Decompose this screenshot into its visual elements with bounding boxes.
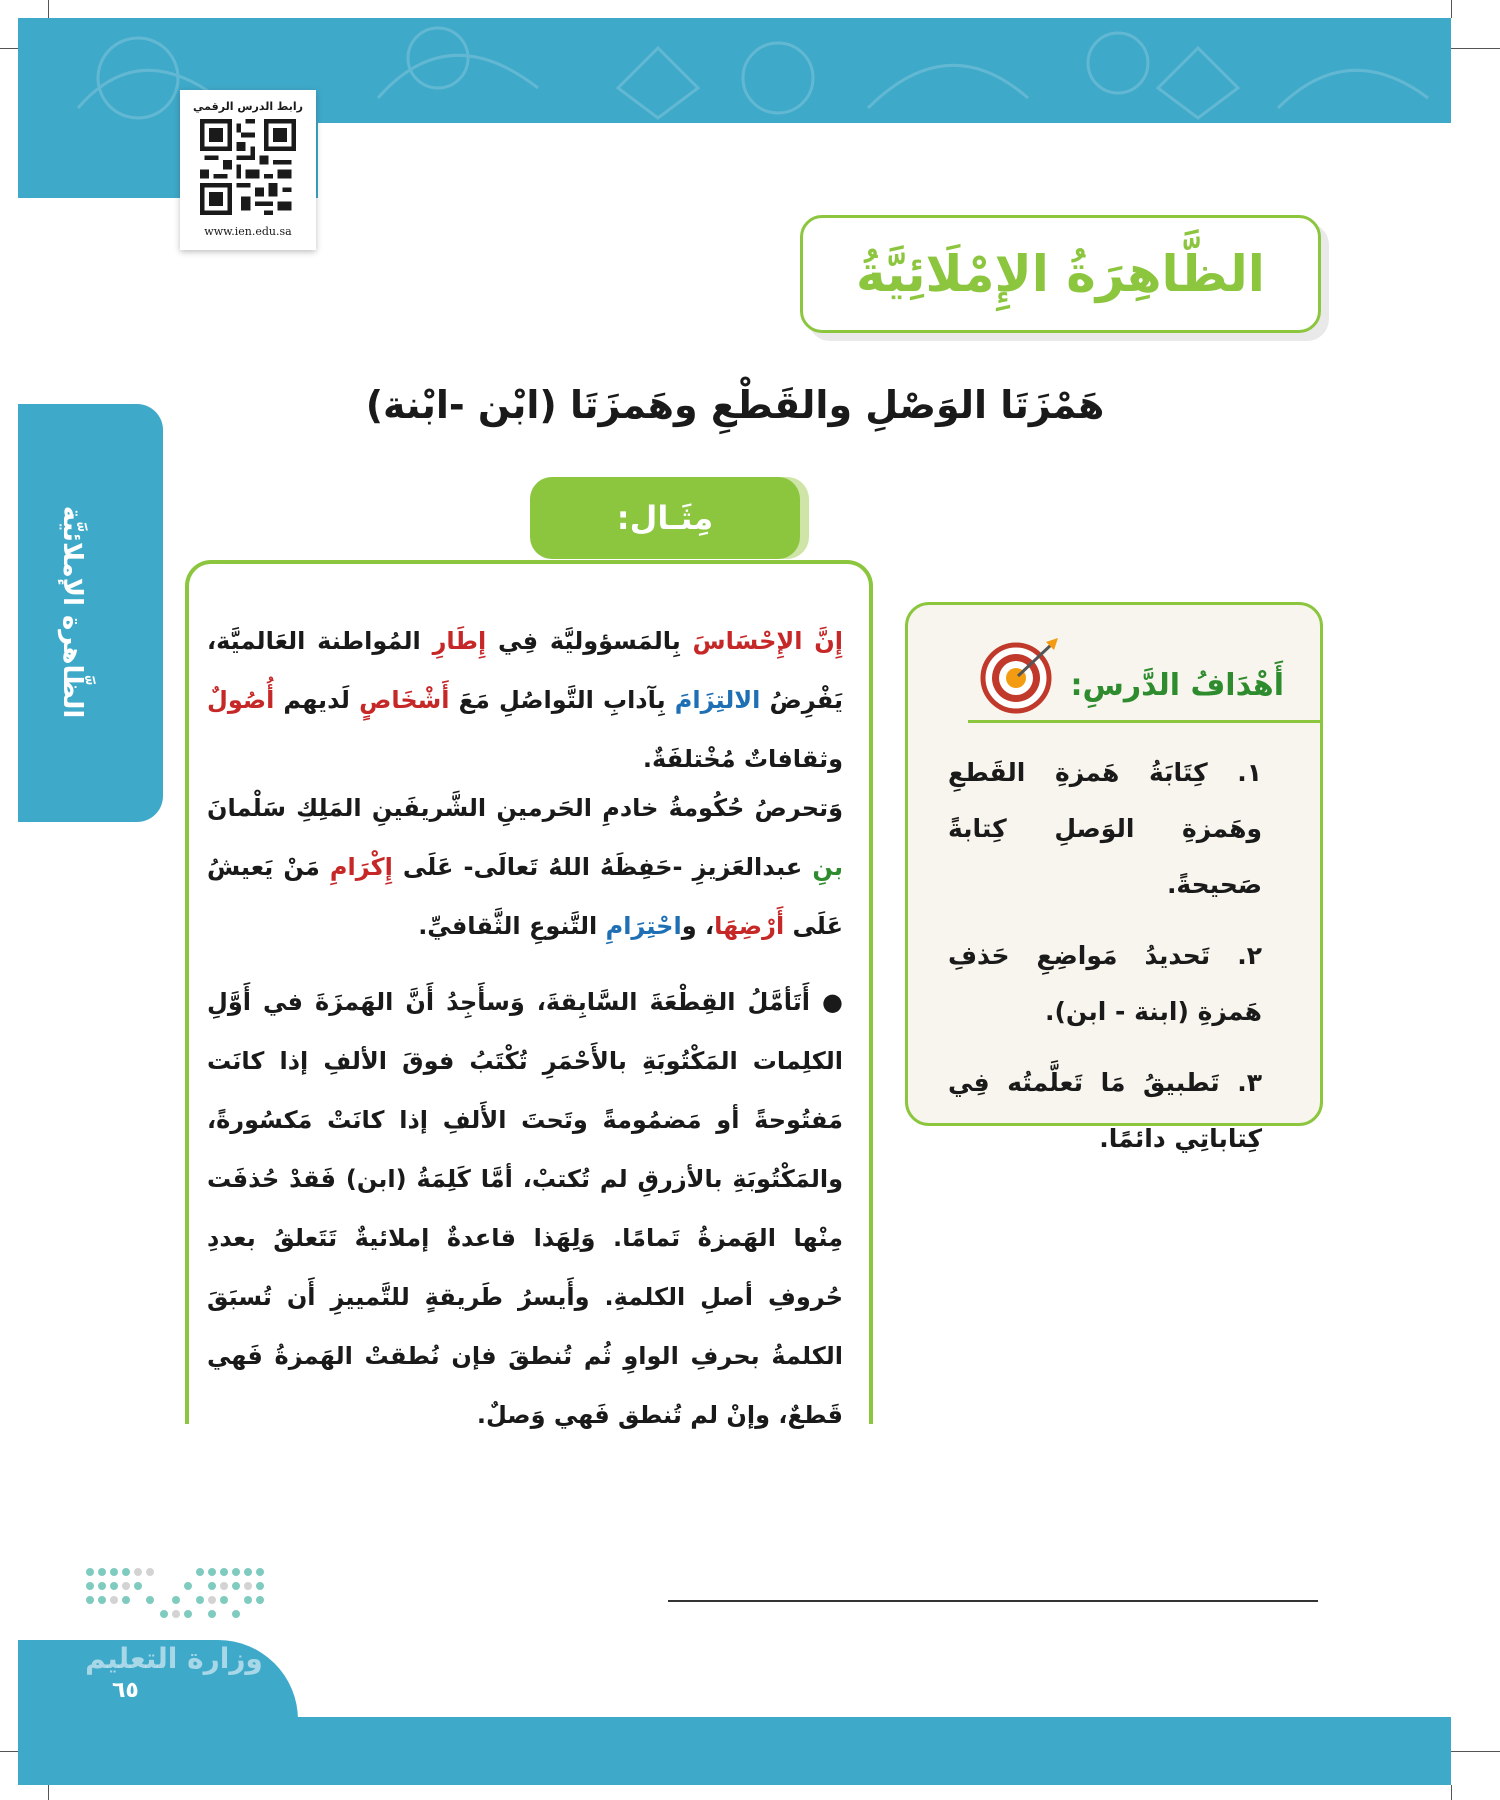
goals-divider (968, 720, 1320, 723)
text-run: لَديهم (274, 686, 360, 714)
lesson-goals-box (905, 602, 1323, 1153)
ministry-name: وزارة التعليم (85, 1642, 263, 1675)
text-run: ، و (681, 912, 715, 940)
footer-bar (18, 1717, 1451, 1785)
qr-code-icon[interactable] (200, 119, 296, 215)
goal-item: ١. كِتَابَةُ هَمزةِ القَطعِ وهَمزةِ الوَصلِ كِتابةً صَحيحةً. (948, 758, 1262, 899)
text-run: بِالمَسؤوليَّة فِي (486, 627, 693, 655)
highlight-word: الالتِزَامَ (674, 686, 761, 714)
highlight-word: أَشْخَاصٍ (359, 686, 450, 714)
lesson-subtitle: هَمْزَتَا الوَصْلِ والقَطْعِ وهَمزَتَا (ابْن -ابْنة) (365, 383, 1105, 427)
crop-mark (1451, 1751, 1500, 1752)
qr-label: رابط الدرس الرقمي (193, 100, 303, 113)
side-tab (18, 404, 163, 822)
example-paragraph-2 (207, 779, 843, 956)
goal-item: ٣. تَطبيقُ مَا تَعلَّمتُه فِي كِتاباتِي دائمًا. (948, 1068, 1262, 1153)
explanation-paragraph: ● أَتَأمَّلُ القِطْعَةَ السَّابِقةَ، وَسأَجِدُ أَنَّ الهَمزَةَ في أَوَّلِ الكلِمات المَكْتُوبَةِ بالأَحْمَرِ تُكْتَبُ فوقَ الألفِ إذا كانَت مَفتُوحةً أو مَضمُومةً وتَحتَ الأَلفِ إذا كانَتْ مَكسُورةً، والمَكْتُوبَةِ بالأزرقِ لم تُكتبْ، أمَّا كَلِمَةُ (ابن) فَقدْ حُذفَت مِنْها الهَمزةُ تَمامًا. وَلِهَذا قاعدةٌ إملائيةٌ تَتَعلقُ بعددِ حُروفِ أصلِ الكلمةِ. وأَيسرُ طَريقةٍ للتَّمييزِ أَن تُسبَقَ الكلمةُ بحرفِ الواوِ ثُم تُنطقَ فإن نُطقتْ الهَمزةُ فَهي قَطعٌ، وإنْ لم تُنطق فَهي وَصلٌ. (207, 988, 843, 1429)
goal-item: ٢. تَحديدُ مَواضِعِ حَذفِ هَمزةِ (ابنة - ابن). (948, 941, 1262, 1026)
highlight-word: إِنَّ الإِحْسَاسَ (692, 627, 844, 655)
highlight-word: أَرْضِهَا (714, 912, 785, 940)
example-label: مِثَـال: (616, 499, 714, 537)
text-run: مَنْ يَعيشُ عَلَى (207, 853, 843, 940)
crop-mark (0, 48, 18, 49)
answer-line (668, 1600, 1318, 1602)
page-number: ٦٥ (112, 1678, 139, 1703)
crop-mark (48, 1785, 49, 1800)
crop-mark (48, 0, 49, 18)
ministry-logo (80, 1562, 270, 1632)
side-tab-label: الظَّاهرة الإملائيَّة (57, 505, 87, 719)
text-run: التَّنوعِ الثَّقافيِّ. (418, 912, 606, 940)
page-title: الظَّاهِرَةُ الإِمْلَائِيَّةُ (856, 245, 1265, 303)
goals-list (948, 745, 1262, 1182)
target-icon (980, 634, 1060, 714)
crop-mark (1451, 48, 1500, 49)
qr-card[interactable] (180, 90, 316, 250)
qr-url[interactable]: www.ien.edu.sa (204, 225, 292, 238)
crop-mark (0, 1751, 18, 1752)
highlight-word: أُصُولٌ (207, 686, 275, 714)
goals-title: أَهْدَافُ الدَّرسِ: (1070, 668, 1284, 703)
text-run: وثقافاتٌ مُخْتلفَةٌ. (642, 745, 843, 773)
example-tab (530, 477, 800, 559)
example-paragraph-1 (207, 612, 843, 789)
text-run: المُواطنة العَالميَّة، يَفْرِضُ (207, 627, 844, 714)
text-run: وَتحرصُ حُكُومةُ خادمِ الحَرمينِ الشَّريفَينِ المَلِكِ سَلْمانَ (207, 794, 843, 822)
highlight-word: إِطَارِ (432, 627, 487, 655)
highlight-word: بنِ (812, 853, 843, 881)
title-box (800, 215, 1321, 333)
highlight-word: احْتِرَامِ (605, 912, 682, 940)
crop-mark (1451, 1785, 1452, 1800)
text-run: عبدالعَزيزِ -حَفِظَهُ اللهُ تَعالَى- عَلَى (392, 853, 813, 881)
crop-mark (1451, 0, 1452, 18)
highlight-word: إِكْرَامِ (329, 853, 393, 881)
text-run: بِآدابِ التَّواصُلِ مَعَ (449, 686, 675, 714)
